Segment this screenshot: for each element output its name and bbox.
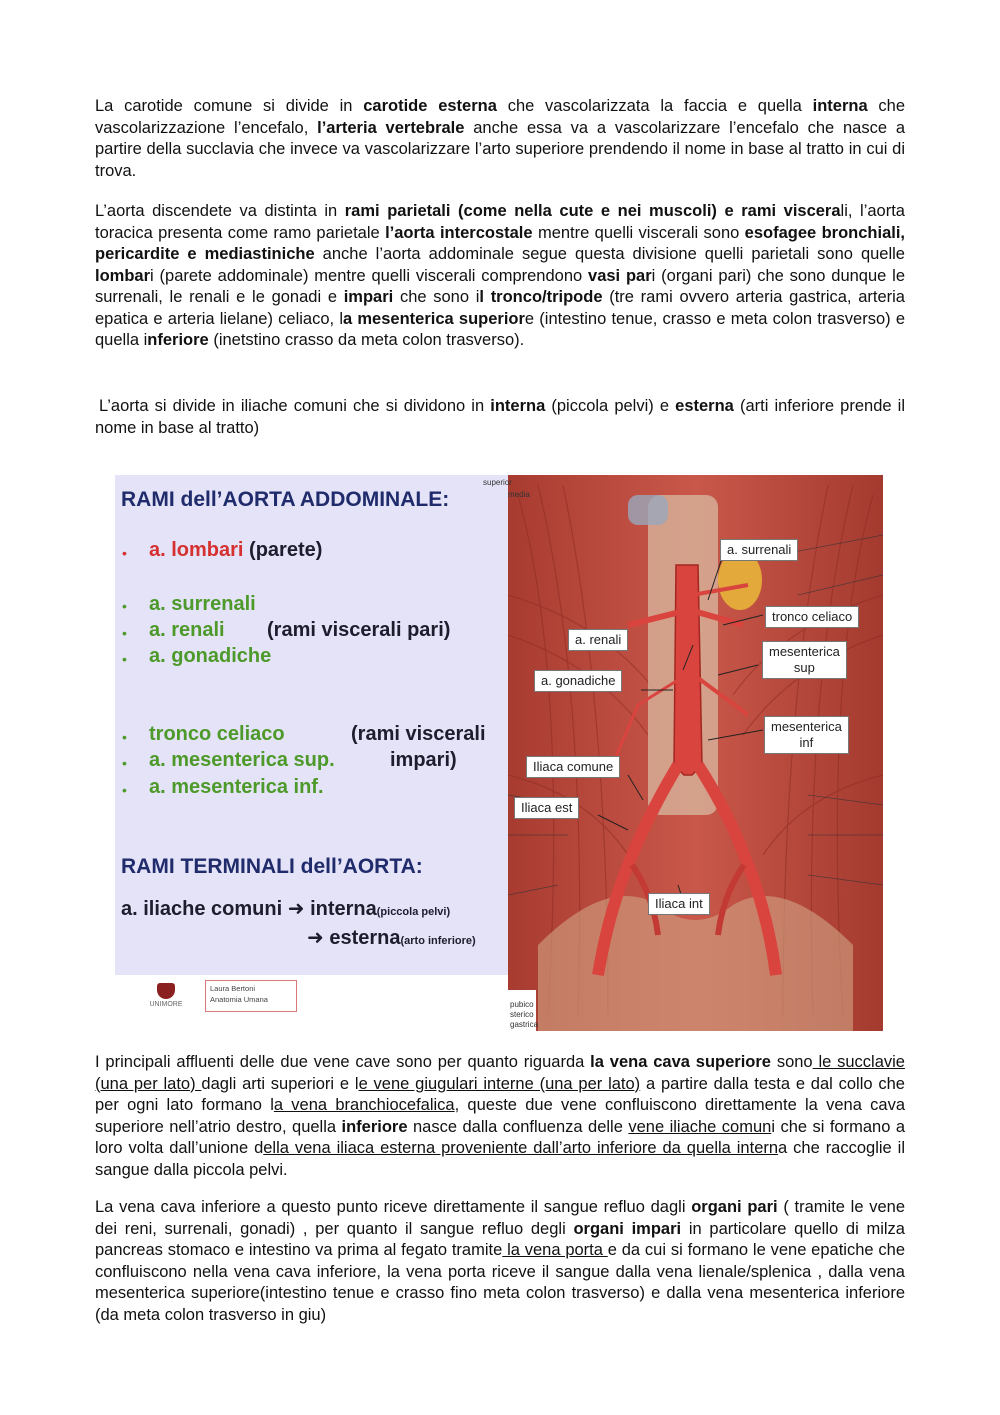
- text-run: e da cui si formano le vene epatiche che confluiscono nella vena cava inferiore, la vena porta riceve il sangue dalla vena lienale/splenica , dalla vena mesenterica superiore(intestino tenue e crasso fino meta colon trasverso) e dalla vena mesenterica inferiore (da meta colon trasverso in giu): [95, 1241, 905, 1324]
- paragraph-aorta-discendente: [95, 201, 905, 352]
- text-run: La carotide comune si divide in: [95, 97, 364, 115]
- text-run: l’aorta intercostale: [385, 223, 533, 242]
- item-lombari-label: a. lombari: [149, 539, 244, 561]
- label-mesenterica-sup-line2: sup: [793, 660, 815, 675]
- text-run: (inetstino crasso da meta colon trasverso).: [208, 331, 525, 349]
- bullet: •: [122, 782, 127, 798]
- text-run: mentre quelli viscerali sono: [532, 223, 745, 242]
- text-run: nasce dalla confluenza delle: [407, 1117, 629, 1136]
- author-box: [205, 980, 297, 1012]
- label-mesenterica-sup: [762, 641, 847, 679]
- university-logo: [137, 983, 195, 1023]
- bottom-label-3: gastrica: [510, 1020, 539, 1029]
- logo-text: UNIMORE: [149, 1001, 183, 1008]
- text-run: che sono i: [393, 288, 480, 306]
- interna-note: (piccola pelvi): [376, 906, 451, 918]
- item-lombari: [149, 539, 322, 562]
- arrow-right-icon: ➜: [287, 898, 305, 920]
- text-run: vasi par: [588, 266, 652, 285]
- course-name: Anatomia Umana: [210, 995, 268, 1004]
- paragraph-carotide: [95, 96, 905, 182]
- text-run: esterna: [675, 397, 734, 415]
- text-run: nferiore: [147, 331, 209, 349]
- text-run: organi impari: [573, 1219, 682, 1238]
- text-run: la vena porta: [502, 1241, 608, 1259]
- bullet: •: [122, 625, 127, 641]
- text-run: ( tramite le vene dei reni, surrenali, gonadi) , per quanto il sangue refluo degli: [95, 1198, 906, 1238]
- bullet: •: [122, 598, 127, 614]
- text-run: i (organi pari) che sono dunque le surrenali, le renali e le gonadi e: [95, 266, 906, 306]
- bottom-label-1: pubico: [510, 1000, 534, 1009]
- text-run: l’arteria vertebrale: [317, 118, 465, 137]
- text-run: , queste due vene confluiscono direttamente la vena cava superiore nell’atrio destro, quella: [95, 1096, 905, 1136]
- bullet: •: [122, 729, 127, 745]
- text-run: interna: [490, 397, 546, 415]
- item-renali: a. renali: [149, 619, 225, 641]
- aorta-figure: [115, 475, 883, 1031]
- arrow-right-icon: ➜: [307, 927, 324, 949]
- text-run: che vascolarizzazione l’encefalo,: [95, 97, 905, 137]
- bottom-label-2: sterico: [510, 1010, 534, 1019]
- terminal-title: RAMI TERMINALI dell’AORTA:: [121, 855, 423, 878]
- text-run: la vena cava superiore: [590, 1053, 771, 1071]
- pari-note: (rami viscerali pari): [267, 619, 451, 641]
- text-run: I principali affluenti delle due vene cave sono per quanto riguarda: [95, 1053, 591, 1071]
- bullet: •: [122, 651, 127, 667]
- text-run: che vascolarizzata la faccia e quella: [496, 97, 813, 115]
- text-run: sono: [770, 1053, 813, 1071]
- bullet: •: [122, 545, 127, 561]
- text-run: organi pari: [691, 1198, 778, 1216]
- text-run: (arti inferiore prende il nome in base al tratto): [95, 397, 905, 437]
- text-run: lombar: [95, 266, 151, 285]
- text-run: L’aorta discendete va distinta in: [95, 202, 345, 220]
- text-run: in particolare quello di milza pancreas stomaco e intestino va prima al fegato tramite: [95, 1219, 905, 1259]
- text-run: li, l’aorta toracica presenta come ramo parietale: [95, 202, 905, 242]
- label-iliaca-est: Iliaca est: [514, 797, 579, 819]
- text-run: l tronco/tripode: [479, 288, 603, 306]
- text-run: ella vena iliaca esterna proveniente dall’arto inferiore da quella intern: [263, 1139, 779, 1157]
- label-gonadiche: a. gonadiche: [534, 670, 622, 692]
- slide-title: RAMI dell’AORTA ADDOMINALE:: [121, 488, 450, 511]
- label-mesenterica-sup-line1: mesenterica: [769, 644, 840, 659]
- text-run: anche l’aorta addominale segue questa divisione quelli parietali sono quelle: [314, 245, 905, 263]
- text-run: a vena branchiocefalica: [273, 1096, 455, 1114]
- item-gonadiche: a. gonadiche: [149, 645, 272, 667]
- paragraph-aorta-iliache: [95, 396, 905, 439]
- item-tronco-celiaco: tronco celiaco: [149, 723, 285, 745]
- slide-footer: [115, 975, 508, 1031]
- author-name: Laura Bertoni: [210, 984, 256, 993]
- label-iliaca-comune: Iliaca comune: [526, 756, 620, 778]
- crest-icon: [157, 983, 175, 999]
- impari-note-1: (rami viscerali: [351, 723, 486, 745]
- anatomy-illustration: [483, 475, 883, 1031]
- item-esterna: [307, 925, 476, 950]
- item-iliache: [121, 896, 450, 921]
- text-run: i (parete addominale) mentre quelli viscerali comprendono: [150, 266, 589, 285]
- text-run: interna: [812, 97, 868, 115]
- text-run: anche essa va a vascolarizzare l’encefalo che nasce a partire della succlavia che invece va vascolarizzare l’arto superiore prendendo il nome in base al tratto in cui di trova.: [95, 118, 905, 180]
- text-run: dagli arti superiori e l: [201, 1074, 359, 1093]
- label-tronco-celiaco: tronco celiaco: [765, 606, 859, 628]
- text-run: (piccola pelvi) e: [545, 397, 676, 415]
- text-run: inferiore: [341, 1117, 408, 1136]
- text-run: le succlavie (una per lato): [95, 1053, 905, 1093]
- corner-label-1: superior: [483, 478, 512, 487]
- text-run: e vene giugulari interne (una per lato): [358, 1074, 641, 1093]
- text-run: vene iliache comun: [628, 1117, 772, 1136]
- text-run: (tre rami ovvero arteria gastrica, arteria epatica e arteria lielane) celiaco, l: [95, 288, 905, 328]
- text-run: La vena cava inferiore a questo punto riceve direttamente il sangue refluo dagli: [95, 1198, 692, 1216]
- impari-note-2: impari): [390, 749, 457, 771]
- text-run: L’aorta si divide in iliache comuni che si dividono in: [99, 397, 491, 415]
- paragraph-vene-cave: [95, 1052, 905, 1181]
- iliache-label: a. iliache comuni: [121, 898, 283, 920]
- text-run: rami parietali (come nella cute e nei muscoli) e rami viscera: [344, 202, 841, 220]
- text-run: a partire dalla testa e dal collo che per ogni lato formano l: [95, 1074, 905, 1114]
- item-mesenterica-sup: a. mesenterica sup.: [149, 749, 335, 771]
- label-renali: a. renali: [568, 629, 628, 651]
- text-run: esofagee bronchiali, pericardite e mediastiniche: [95, 223, 906, 263]
- item-lombari-note: (parete): [249, 539, 323, 561]
- bullet: •: [122, 755, 127, 771]
- item-surrenali: a. surrenali: [149, 593, 256, 615]
- label-iliaca-int: Iliaca int: [648, 893, 710, 915]
- label-surrenali: a. surrenali: [720, 539, 798, 561]
- corner-label-2: media: [508, 490, 530, 499]
- text-run: a che raccoglie il sangue dalla piccola pelvi.: [95, 1139, 905, 1179]
- text-run: impari: [343, 288, 394, 306]
- label-mesenterica-inf-line2: inf: [799, 735, 814, 750]
- text-run: e (intestino tenue, crasso e meta colon trasverso) e quella i: [95, 309, 905, 349]
- esterna-label: esterna: [329, 927, 401, 949]
- esterna-note: (arto inferiore): [400, 935, 476, 947]
- slide-panel: [115, 475, 508, 975]
- text-run: a mesenterica superior: [343, 309, 525, 328]
- label-mesenterica-inf: [764, 716, 849, 754]
- paragraph-vena-cava-inferiore: [95, 1197, 905, 1326]
- interna-label: interna: [310, 898, 377, 920]
- label-mesenterica-inf-line1: mesenterica: [771, 719, 842, 734]
- text-run: i che si formano a loro volta dall’unione d: [95, 1117, 906, 1157]
- item-mesenterica-inf: a. mesenterica inf.: [149, 776, 324, 798]
- text-run: carotide esterna: [363, 97, 497, 115]
